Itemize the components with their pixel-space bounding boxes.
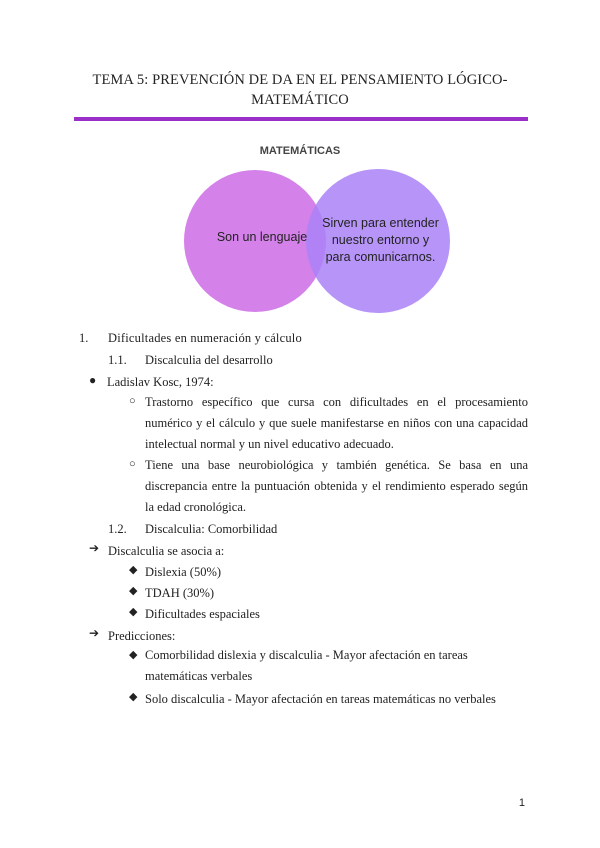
subsection-1-1-number: 1.1. bbox=[108, 353, 127, 367]
arrow-item-predictions: Predicciones: bbox=[108, 629, 176, 643]
section-1-number: 1. bbox=[79, 331, 89, 345]
venn-right-label-line: Sirven para entender bbox=[322, 216, 439, 230]
diamond-bullet-icon: ◆ bbox=[129, 605, 138, 618]
bullet-kosc: Ladislav Kosc, 1974: bbox=[107, 375, 214, 389]
circle-bullet-icon: ○ bbox=[129, 395, 136, 407]
prediction-item: Solo discalculia - Mayor afectación en tareas matemáticas no verbales bbox=[145, 692, 496, 706]
diamond-bullet-icon: ◆ bbox=[129, 584, 138, 597]
diamond-bullet-icon: ◆ bbox=[129, 563, 138, 576]
venn-right-label-line: para comunicarnos. bbox=[325, 250, 436, 264]
arrow-right-icon: ➔ bbox=[89, 541, 100, 555]
arrow-item-associations: Discalculia se asocia a: bbox=[108, 544, 225, 558]
venn-left-label: Son un lenguaje bbox=[216, 230, 308, 244]
kosc-point: Trastorno específico que cursa con dificultades en el procesamiento numérico y el cálculo y que suele manifestarse en niños con una capacidad intelectual normal y un nivel educativo adecuado. bbox=[145, 395, 528, 451]
page-number: 1 bbox=[518, 797, 525, 809]
venn-right-label-line: nuestro entorno y bbox=[331, 233, 430, 247]
subsection-1-1-heading: Discalculia del desarrollo bbox=[145, 353, 273, 367]
page-title-line-2: MATEMÁTICO bbox=[251, 92, 349, 108]
subsection-1-2-number: 1.2. bbox=[108, 522, 127, 536]
section-1-heading: Dificultades en numeración y cálculo bbox=[108, 331, 302, 345]
title-underline bbox=[74, 117, 528, 121]
bullet-dot-icon: ● bbox=[89, 373, 97, 387]
kosc-point: Tiene una base neurobiológica y también genética. Se basa en una discrepancia entre la puntuación obtenida y el rendimiento esperado según la edad cronológica. bbox=[145, 458, 528, 514]
page-title bbox=[70, 70, 530, 110]
arrow-right-icon: ➔ bbox=[89, 626, 100, 640]
association-item: TDAH (30%) bbox=[145, 586, 215, 600]
association-item: Dislexia (50%) bbox=[145, 565, 222, 579]
subsection-1-2-heading: Discalculia: Comorbilidad bbox=[145, 522, 278, 536]
page-title-line-1: TEMA 5: PREVENCIÓN DE DA EN EL PENSAMIENTO LÓGICO- bbox=[92, 72, 508, 88]
circle-bullet-icon: ○ bbox=[129, 458, 136, 470]
diamond-bullet-icon: ◆ bbox=[129, 648, 138, 661]
venn-right-label bbox=[318, 215, 443, 266]
prediction-item: Comorbilidad dislexia y discalculia - Mayor afectación en tareas matemáticas verbales bbox=[145, 648, 468, 683]
venn-title: MATEMÁTICAS bbox=[259, 145, 341, 157]
association-item: Dificultades espaciales bbox=[145, 607, 260, 621]
diamond-bullet-icon: ◆ bbox=[129, 690, 138, 703]
